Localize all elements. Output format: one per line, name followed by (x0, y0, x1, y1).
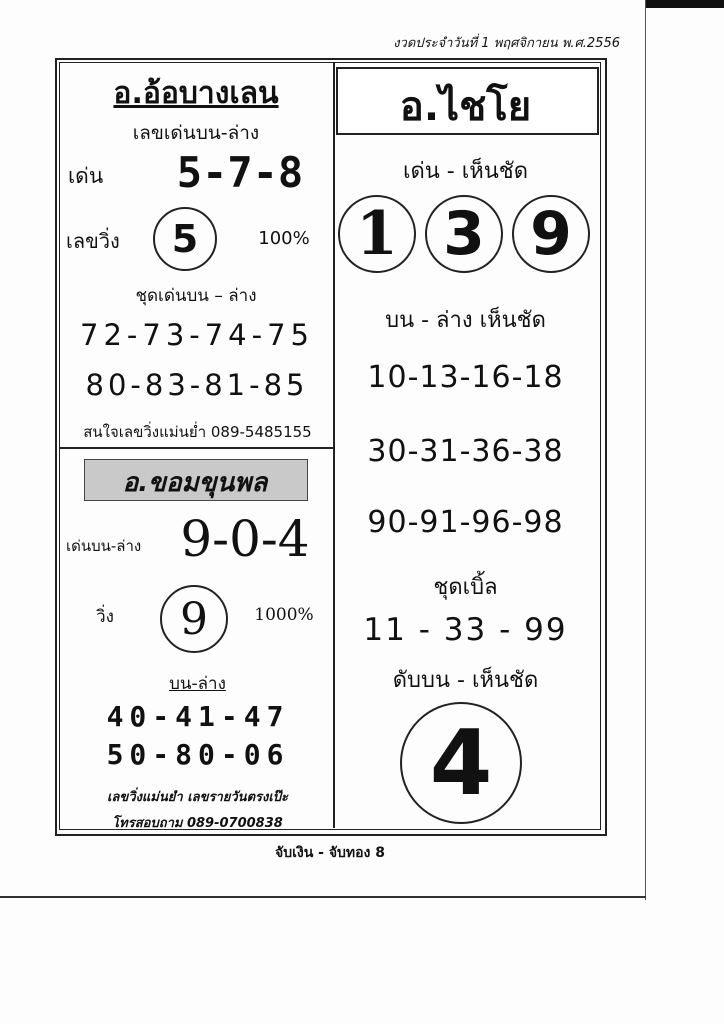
left-top-title: อ.อ้อบางเลน (113, 76, 279, 111)
left-top-set-row1: 72-73-74-75 (80, 318, 314, 352)
right-row3: 90-91-96-98 (367, 505, 564, 540)
issue-date: งวดประจำวันที่ 1 พฤศจิกายน พ.ศ.2556 (393, 36, 620, 51)
right-bl-label: บน - ล่าง เห็นชัด (385, 308, 546, 333)
left-top-den-numbers: 5-7-8 (176, 148, 304, 197)
column-divider (333, 62, 335, 828)
left-top-set-row2: 80-83-81-85 (85, 368, 309, 402)
left-top-set-label: ชุดเด่นบน – ล่าง (135, 286, 257, 306)
left-bottom-wing-circle: 9 (160, 585, 228, 653)
left-section-divider (59, 447, 334, 449)
page-bottom-rule (0, 896, 646, 898)
left-bottom-wing-label: วิ่ง (96, 607, 114, 627)
right-circle-number-2: 3 (425, 195, 503, 273)
top-edge-bar (645, 0, 724, 8)
right-dub-label: ดับบน - เห็นชัด (392, 668, 539, 693)
right-circle-number-3: 9 (512, 195, 590, 273)
left-bottom-phone: โทรสอบถาม 089-0700838 (112, 816, 283, 831)
page-edge (645, 0, 646, 900)
left-bottom-note1: เลขวิ่งแม่นยำ เลขรายวันตรงเป๊ะ (106, 790, 289, 805)
left-top-wing-label: เลขวิ่ง (66, 229, 120, 253)
left-top-den-label: เด่น (68, 164, 104, 188)
left-top-wing-percent: 100% (258, 228, 310, 249)
right-dub-circle: 4 (400, 702, 522, 824)
left-bottom-den-label: เด่นบน-ล่าง (66, 537, 142, 555)
left-bottom-row1: 40-41-47 (106, 700, 290, 733)
right-circle-number-1: 1 (338, 195, 416, 273)
page-footer: จับเงิน - จับทอง 8 (274, 845, 386, 861)
right-double-label: ชุดเบิ้ล (433, 575, 498, 600)
left-top-wing-circle: 5 (153, 207, 217, 271)
left-bottom-bl-label: บน-ล่าง (169, 674, 226, 694)
left-top-contact: สนใจเลขวิ่งแม่นย่ำ 089-5485155 (83, 423, 312, 441)
right-den-label: เด่น - เห็นชัด (402, 159, 529, 184)
left-bottom-title: อ.ขอมขุนพล (122, 468, 268, 498)
right-row1: 10-13-16-18 (367, 360, 564, 395)
right-title: อ.ไชโย (399, 84, 532, 130)
left-bottom-wing-percent: 1000% (254, 605, 314, 625)
right-double-numbers: 11 - 33 - 99 (363, 612, 568, 648)
right-row2: 30-31-36-38 (367, 434, 564, 469)
left-bottom-den-numbers: 9-0-4 (180, 510, 310, 568)
left-top-subtitle: เลขเด่นบน-ล่าง (132, 122, 260, 144)
left-bottom-row2: 50-80-06 (106, 738, 290, 771)
